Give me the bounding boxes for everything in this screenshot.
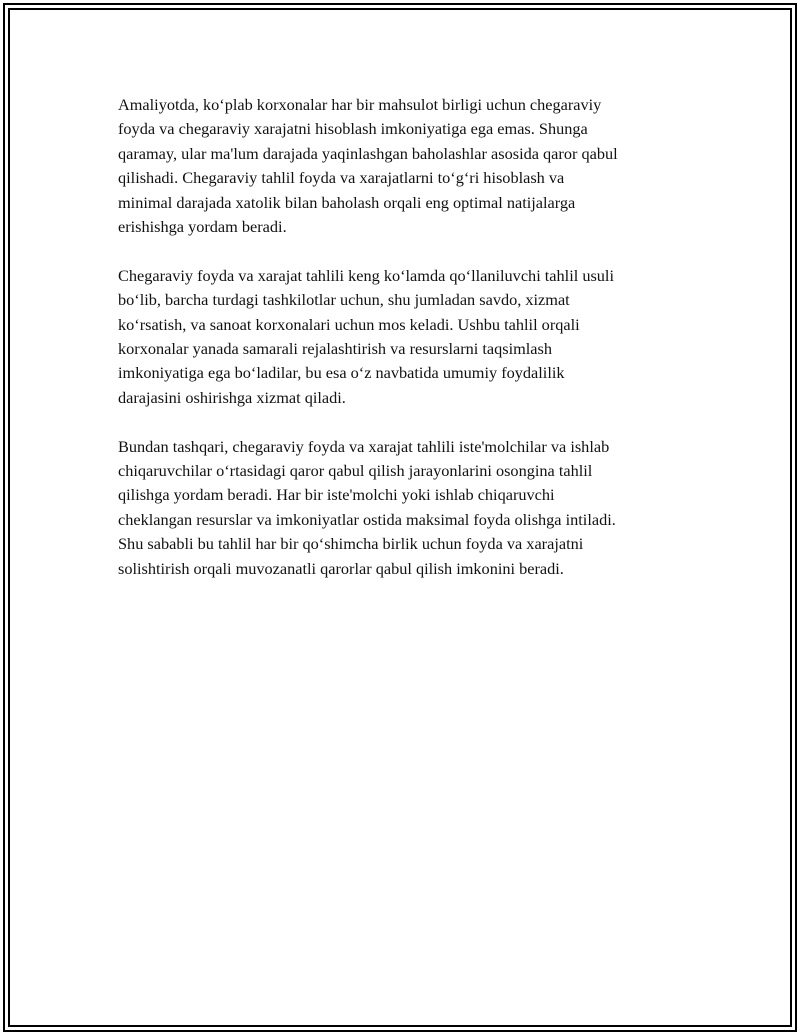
paragraph-1: Amaliyotda, ko‘plab korxonalar har bir mahsulot birligi uchun chegaraviy foyda va chegaraviy xarajatni hisoblash imkoniyatiga ega emas. Shunga qaramay, ular ma'lum darajada yaqinlashgan baholashlar asosida qaror qabul qilishadi. Chegaraviy tahlil foyda va xarajatlarni to‘g‘ri hisoblash va minimal darajada xatolik bilan baholash orqali eng optimal natijalarga erishishga yordam beradi. — [118, 95, 618, 237]
paragraph-2: Chegaraviy foyda va xarajat tahlili keng ko‘lamda qo‘llaniluvchi tahlil usuli bo‘lib, barcha turdagi tashkilotlar uchun, shu jumladan savdo, xizmat ko‘rsatish, va sanoat korxonalari uchun mos keladi. Ushbu tahlil orqali korxonalar yanada samarali rejalashtirish va resurslarni taqsimlash imkoniyatiga ega bo‘ladilar, bu esa o‘z navbatida umumiy foydalilik darajasini oshirishga xizmat qiladi. — [118, 265, 614, 407]
paragraph-3: Bundan tashqari, chegaraviy foyda va xarajat tahlili iste'molchilar va ishlab chiqaruvchilar o‘rtasidagi qaror qabul qilish jarayonlarini osongina tahlil qilishga yordam beradi. Har bir iste'molchi yoki ishlab chiqaruvchi cheklangan resurslar va imkoniyatlar ostida maksimal foyda olishga intiladi. Shu sababli bu tahlil har bir qo‘shimcha birlik uchun foyda va xarajatni solishtirish orqali muvozanatli qarorlar qabul qilish imkonini beradi. — [118, 436, 616, 578]
document-body — [118, 93, 703, 605]
